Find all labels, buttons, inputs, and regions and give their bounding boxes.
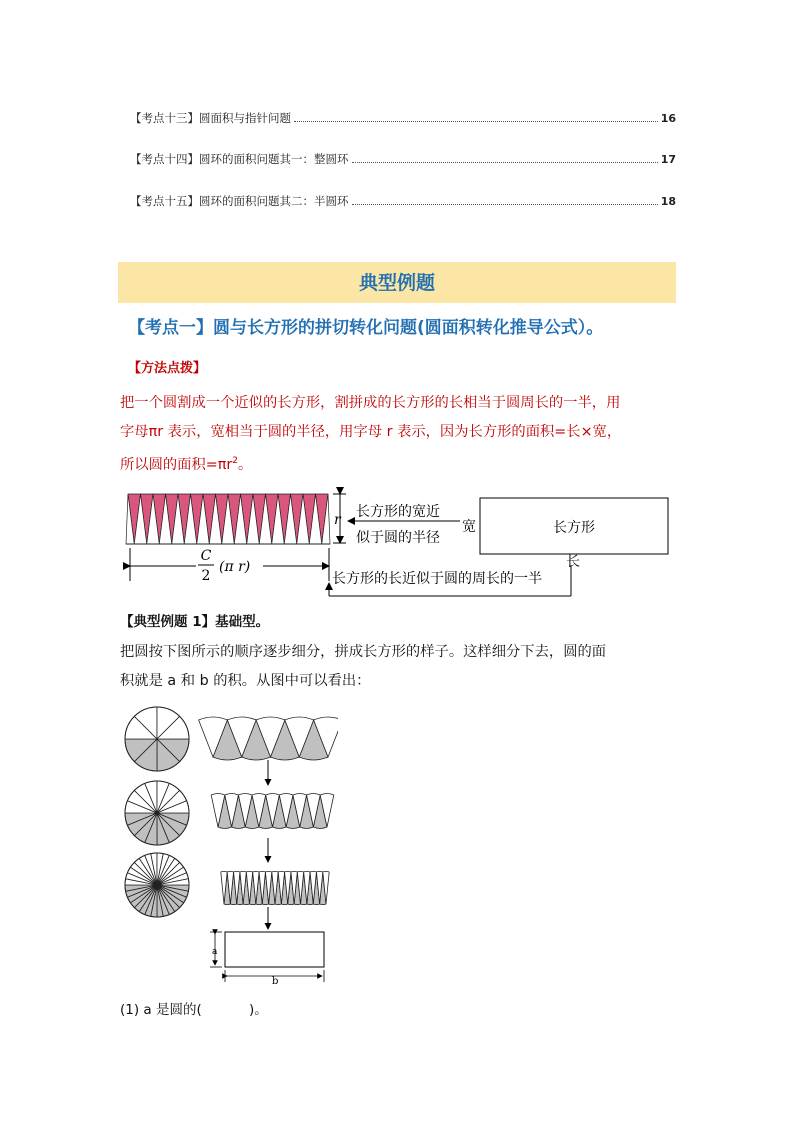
chang-label: 长	[566, 554, 580, 570]
frac-numerator: C	[200, 548, 212, 564]
toc-label: 【考点十三】圆面积与指针问题	[130, 111, 291, 125]
toc-dots	[294, 121, 658, 122]
toc-page: 16	[660, 112, 676, 125]
method-line-3-text: 所以圆的面积=πr	[120, 456, 233, 473]
squared-sup: 2	[232, 456, 238, 466]
toc-item-15[interactable]	[130, 193, 676, 209]
a-label: a	[212, 947, 218, 957]
width-note-1: 长方形的宽近	[356, 504, 440, 520]
final-rectangle	[225, 932, 324, 967]
frac-denominator: 2	[201, 568, 211, 584]
toc-dots	[352, 204, 658, 205]
width-note-2: 似于圆的半径	[356, 530, 440, 546]
example-line-2: 积就是 a 和 b 的积。从图中可以看出：	[120, 673, 371, 689]
sawtooth-strip	[126, 494, 330, 544]
question-1: (1) a 是圆的( )。	[120, 1002, 268, 1018]
method-label: 【方法点拨】	[128, 361, 207, 376]
toc-label: 【考点十五】圆环的面积问题其二：半圆环	[130, 194, 349, 208]
figure-subdivision-steps	[118, 700, 338, 990]
toc-dots	[352, 162, 658, 163]
method-line-2: 字母πr 表示，宽相当于圆的半径，用字母 r 表示，因为长方形的面积=长×宽，	[120, 424, 622, 440]
kaodian-title: 【考点一】圆与长方形的拼切转化问题(圆面积转化推导公式）。	[128, 318, 604, 338]
rearranged-strips	[199, 717, 338, 905]
example-text	[120, 638, 680, 696]
rectangle-label: 长方形	[553, 520, 595, 536]
pi-r-label: (π r)	[219, 559, 251, 575]
figure-circle-to-rectangle	[118, 486, 678, 598]
method-line-3-end: 。	[237, 456, 253, 473]
method-line-3	[120, 447, 680, 480]
section-banner: 典型例题	[118, 262, 676, 303]
example-title: 【典型例题 1】基础型。	[120, 614, 270, 630]
kuan-label: 宽	[462, 519, 476, 535]
toc-page: 18	[660, 195, 676, 208]
method-line-1: 把一个圆割成一个近似的长方形，割拼成的长方形的长相当于圆周长的一半，用	[120, 395, 621, 411]
example-line-1: 把圆按下图所示的顺序逐步细分，拼成长方形的样子。这样细分下去，圆的面	[120, 644, 607, 660]
b-label: b	[272, 976, 279, 987]
toc-page: 17	[660, 153, 676, 166]
r-label: r	[334, 512, 341, 528]
method-text	[120, 389, 680, 480]
sectored-circles	[125, 707, 189, 917]
toc-item-13[interactable]	[130, 110, 676, 126]
length-note: 长方形的长近似于圆的周长的一半	[332, 571, 542, 587]
toc-label: 【考点十四】圆环的面积问题其一：整圆环	[130, 152, 349, 166]
toc-item-14[interactable]	[130, 151, 676, 167]
